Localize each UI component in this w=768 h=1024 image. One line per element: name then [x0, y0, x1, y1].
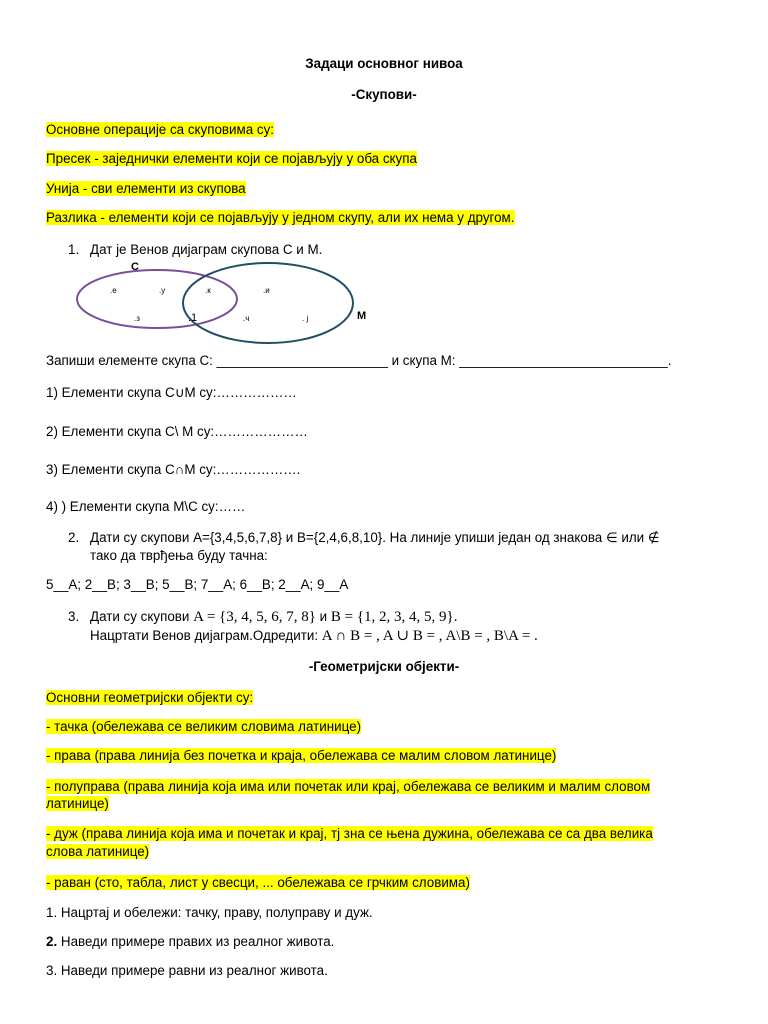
exercise-2 [46, 934, 334, 951]
venn-element: .ч [243, 314, 250, 323]
venn-element: . ј [302, 314, 309, 323]
task3-line2-text: Нацртати Венов дијаграм.Одредити: [90, 628, 322, 643]
task3-operations: A ∩ B = , A ∪ B = , A\B = , B\A = . [321, 628, 538, 644]
venn-element: .з [134, 314, 140, 323]
question-4: 4) ) Елементи скупа M\C су:…… [46, 499, 246, 514]
task3-prefix: Дати су скупови [90, 609, 194, 624]
task1-text: Дат је Венов дијаграм скупова C и M. [90, 242, 323, 257]
task2-line1: Дати су скупови A={3,4,5,6,7,8} и B={2,4,6,8,10}. На линије упиши један од знакова ∈ или ∉ [90, 530, 660, 545]
ray-definition-2: латинице) [46, 796, 109, 811]
plane-definition: - раван (сто, табла, лист у свесци, ... обележава се грчким словима) [46, 875, 470, 890]
venn-element: .к [205, 286, 211, 295]
set-b-definition: B = {1, 2, 3, 4, 5, 9}. [330, 609, 458, 625]
venn-element: .у [159, 286, 166, 295]
geometry-intro: Основни геометријски објекти су: [46, 690, 254, 705]
set-c-label: C [131, 261, 139, 273]
venn-element: .и [263, 286, 270, 295]
venn-element: .е [110, 286, 117, 295]
intersection-definition: Пресек - заједнички елементи који се појављују у оба скупа [46, 151, 417, 166]
set-m-label: M [357, 310, 367, 322]
question-3: 3) Елементи скупа C∩M су:………………. [46, 462, 301, 477]
venn-diagram [0, 255, 768, 355]
venn-element: .1 [188, 312, 198, 324]
union-definition: Унија - сви елементи из скупова [46, 181, 246, 196]
difference-definition: Разлика - елементи који се појављују у једном скупу, али их нема у другом. [46, 210, 515, 225]
segment-definition-1: - дуж (права линија која има и почетак и крај, тј зна се њена дужина, обележава се са два велика [46, 826, 653, 841]
set-m-circle [183, 263, 353, 343]
point-definition: - тачка (обележава се великим словима латинице) [46, 719, 362, 734]
set-c-circle [77, 270, 237, 328]
task2 [68, 530, 660, 547]
question-2: 2) Елементи скупа C\ M су:………………… [46, 424, 308, 439]
task1-number: 1. [68, 242, 80, 257]
task3-and: и [315, 609, 331, 624]
ray-definition-1: - полуправа (права линија која има или почетак или крај, обележава се великим и малим словом [46, 779, 651, 794]
exercise-2-text: Наведи примере правих из реалног живота. [57, 934, 335, 949]
segment-definition-2: слова латинице) [46, 844, 150, 859]
question-1: 1) Елементи скупа C∪M су:……………… [46, 385, 297, 400]
set-a-definition: A = {3, 4, 5, 6, 7, 8} [193, 609, 316, 625]
sets-intro: Основне операције са скуповима су: [46, 122, 275, 137]
exercise-1: 1. Нацртај и обележи: тачку, праву, полуправу и дуж. [46, 905, 373, 920]
line-definition: - права (права линија без почетка и краја, обележава се малим словом латинице) [46, 748, 557, 763]
page-title: Задаци основног нивоа [305, 56, 463, 71]
task3-line2 [90, 627, 538, 646]
task2-number: 2. [68, 530, 80, 545]
membership-blanks: 5__A; 2__B; 3__B; 5__B; 7__A; 6__B; 2__A; 9__A [46, 577, 349, 592]
task2-line2: тако да тврђења буду тачна: [90, 548, 268, 563]
task3 [68, 608, 458, 627]
write-elements-line: Запиши елементе скупа C: _______________________ и скупа M: ____________________________. [46, 353, 672, 368]
task3-number: 3. [68, 609, 80, 624]
sets-heading: -Скупови- [351, 87, 417, 102]
exercise-2-number: 2. [46, 934, 58, 949]
exercise-3: 3. Наведи примере равни из реалног живота. [46, 963, 328, 978]
geometry-heading: -Геометријски објекти- [308, 659, 460, 674]
